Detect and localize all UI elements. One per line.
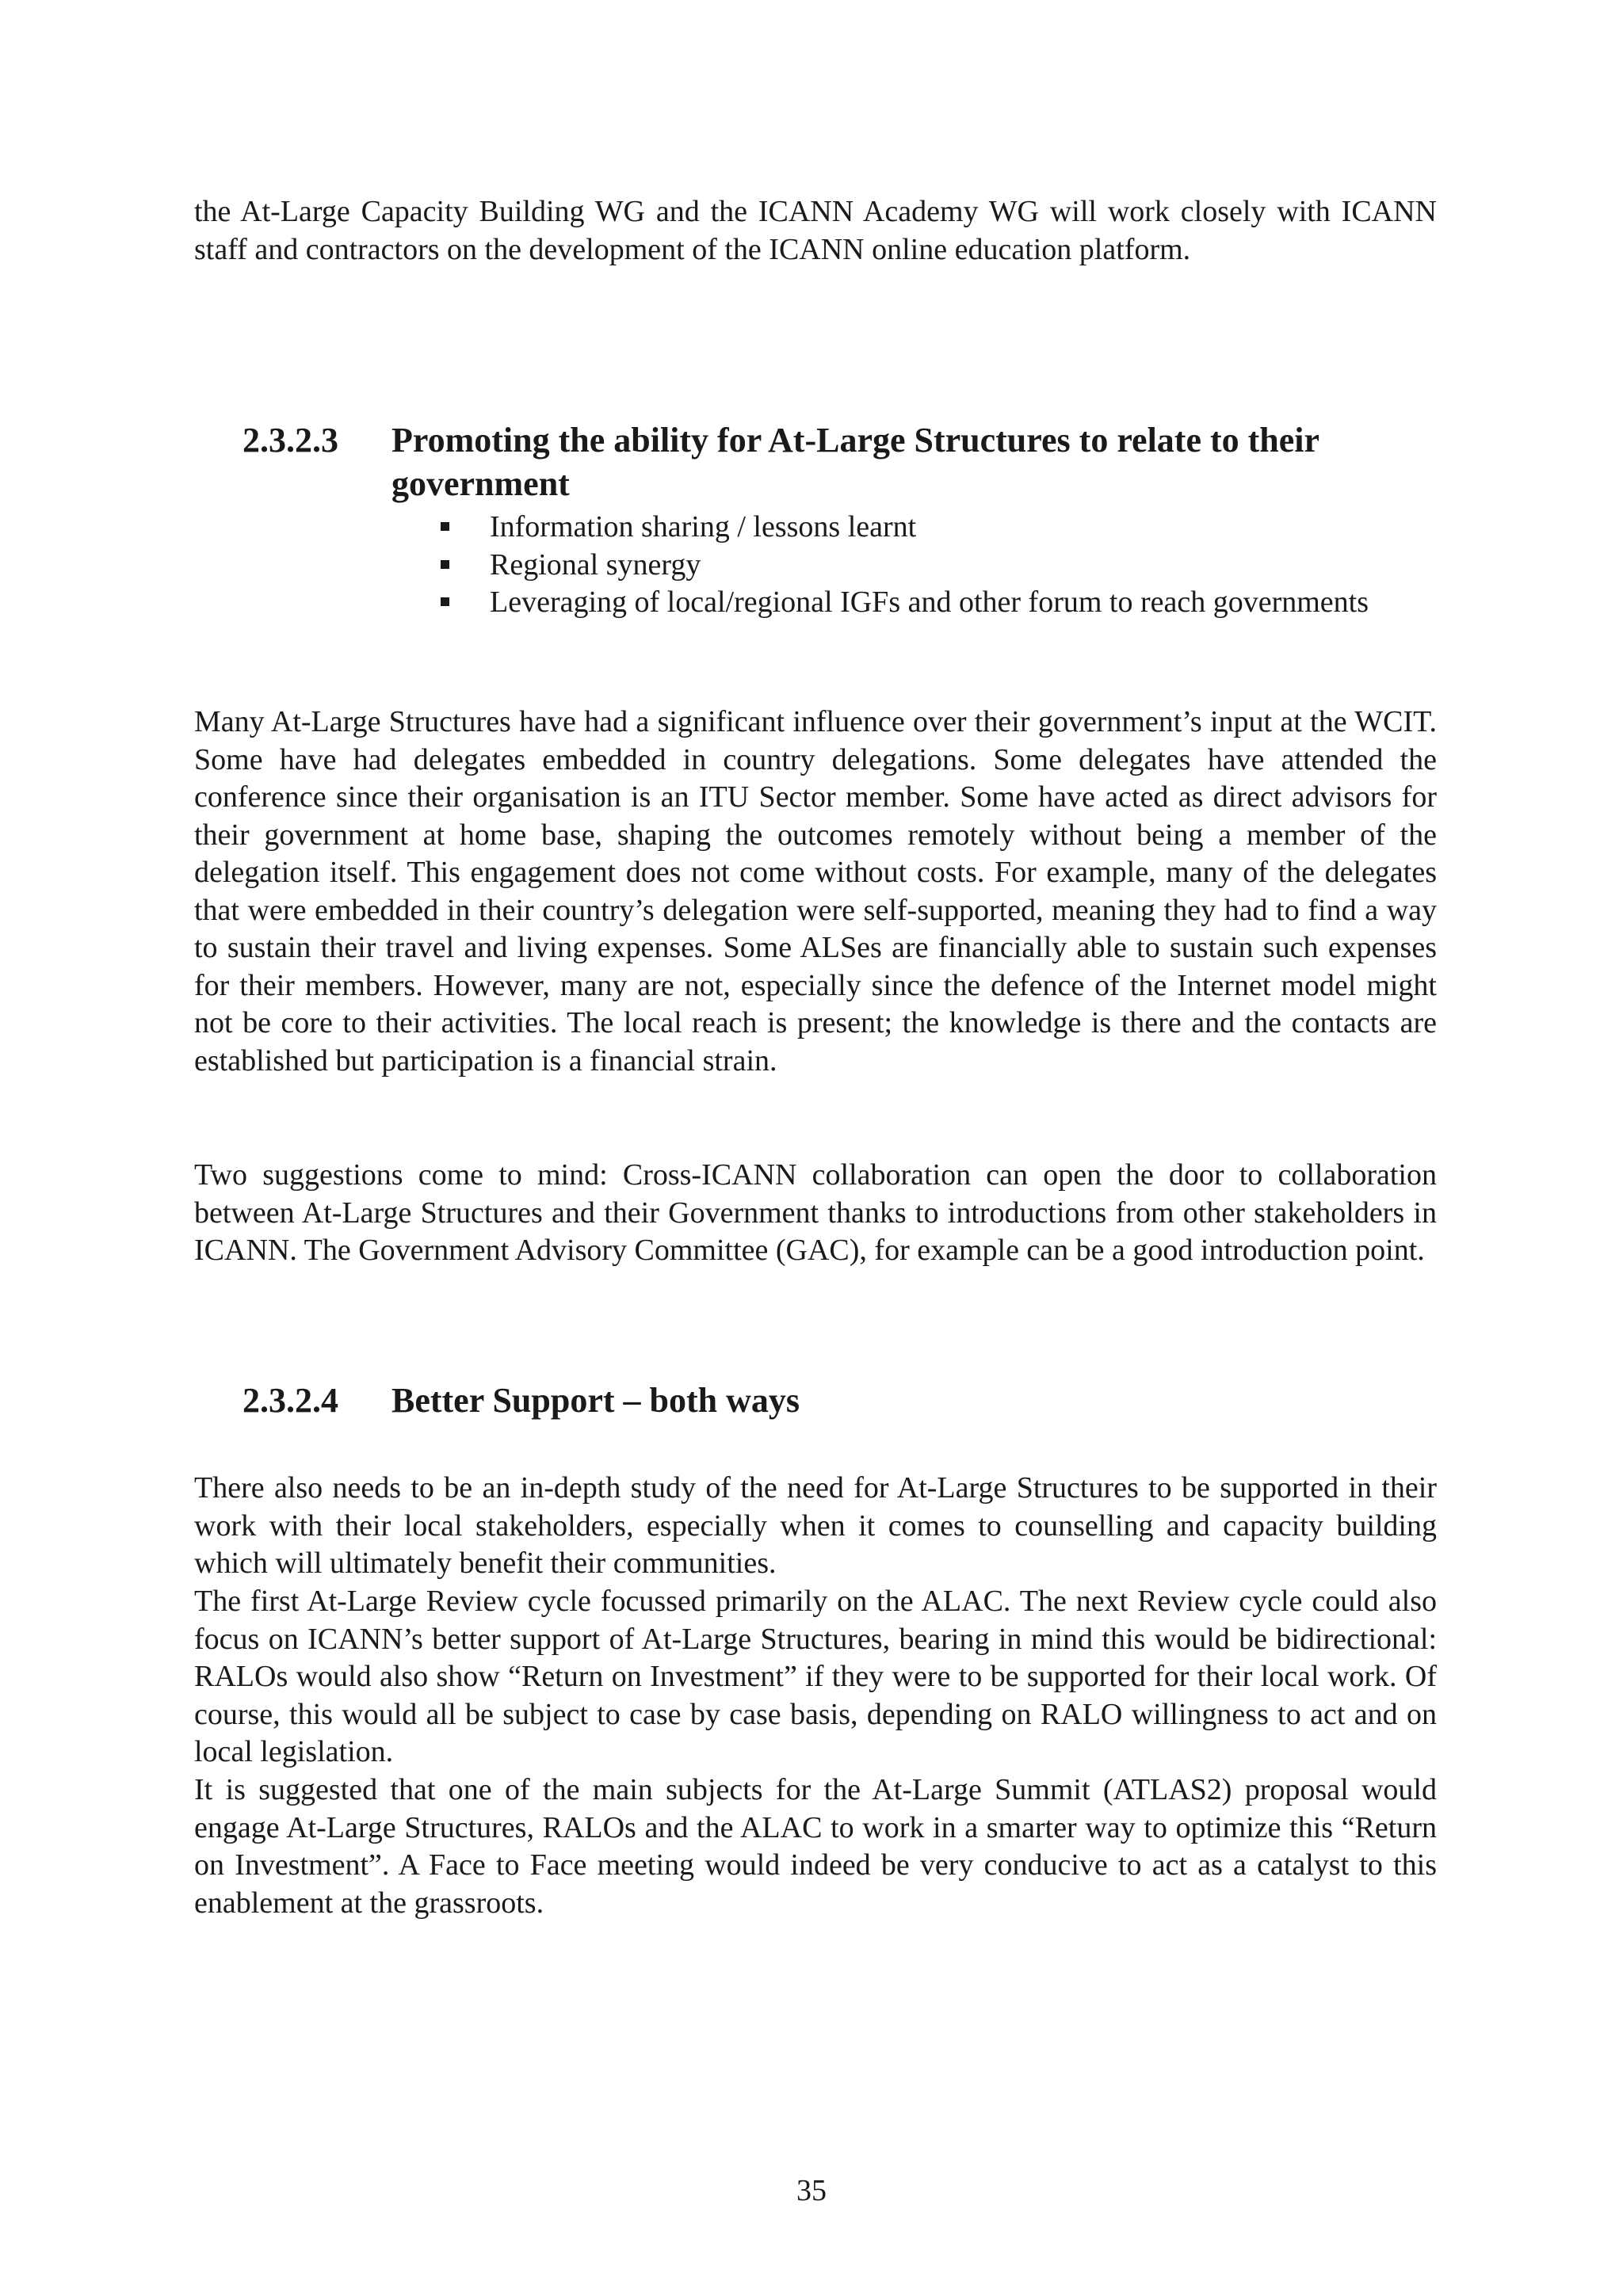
square-bullet-icon — [441, 597, 449, 606]
section-number: 2.3.2.3 — [242, 421, 338, 460]
bullet-list — [434, 509, 1369, 622]
body-paragraph: Two suggestions come to mind: Cross-ICANN collaboration can open the door to collaboration between At-Large Structures and their Government thanks to introductions from other stakeholders in ICANN. The Government Advisory Committee (GAC), for example can be a good introduction point. — [194, 1158, 1437, 1267]
body-paragraph: It is suggested that one of the main subjects for the At-Large Summit (ATLAS2) proposal would engage At-Large Structures, RALOs and the ALAC to work in a smarter way to optimize this “Return on Investment”. A Face to Face meeting would indeed be very conducive to act as a catalyst to this enablement at the grassroots. — [194, 1773, 1437, 1920]
section-title: Promoting the ability for At-Large Structures to relate to their government — [391, 421, 1319, 503]
section-number: 2.3.2.4 — [242, 1381, 338, 1420]
section-heading-2-3-2-4 — [242, 1379, 1455, 1422]
page-number: 35 — [796, 2174, 827, 2207]
section-title: Better Support – both ways — [391, 1381, 800, 1420]
list-item: Information sharing / lessons learnt — [434, 509, 1369, 547]
section-heading-2-3-2-3 — [242, 418, 1455, 505]
intro-paragraph: the At-Large Capacity Building WG and the ICANN Academy WG will work closely with ICANN staff and contractors on the development of the ICANN online education platform. — [194, 195, 1437, 266]
square-bullet-icon — [441, 560, 449, 569]
body-paragraph: There also needs to be an in-depth study of the need for At-Large Structures to be supported in their work with their local stakeholders, especially when it comes to counselling and capacity building which will ultimately benefit their communities. — [194, 1471, 1437, 1580]
body-paragraph: Many At-Large Structures have had a significant influence over their government’s input at the WCIT. Some have had delegates embedded in country delegations. Some delegates have attended the conference since their organisation is an ITU Sector member. Some have acted as direct advisors for their government at home base, shaping the outcomes remotely without being a member of the delegation itself. This engagement does not come without costs. For example, many of the delegates that were embedded in their country’s delegation were self-supported, meaning they had to find a way to sustain their travel and living expenses. Some ALSes are financially able to sustain such expenses for their members. However, many are not, especially since the defence of the Internet model might not be core to their activities. The local reach is present; the knowledge is there and the contacts are established but participation is a financial strain. — [194, 705, 1437, 1077]
list-item: Leveraging of local/regional IGFs and other forum to reach governments — [434, 584, 1369, 622]
list-item: Regional synergy — [434, 547, 1369, 585]
square-bullet-icon — [441, 522, 449, 531]
body-paragraph: The first At-Large Review cycle focussed primarily on the ALAC. The next Review cycle could also focus on ICANN’s better support of At-Large Structures, bearing in mind this would be bidirectional: RALOs would also show “Return on Investment” if they were to be supported for their local work. Of course, this would all be subject to case by case basis, depending on RALO willingness to act and on local legislation. — [194, 1585, 1437, 1768]
